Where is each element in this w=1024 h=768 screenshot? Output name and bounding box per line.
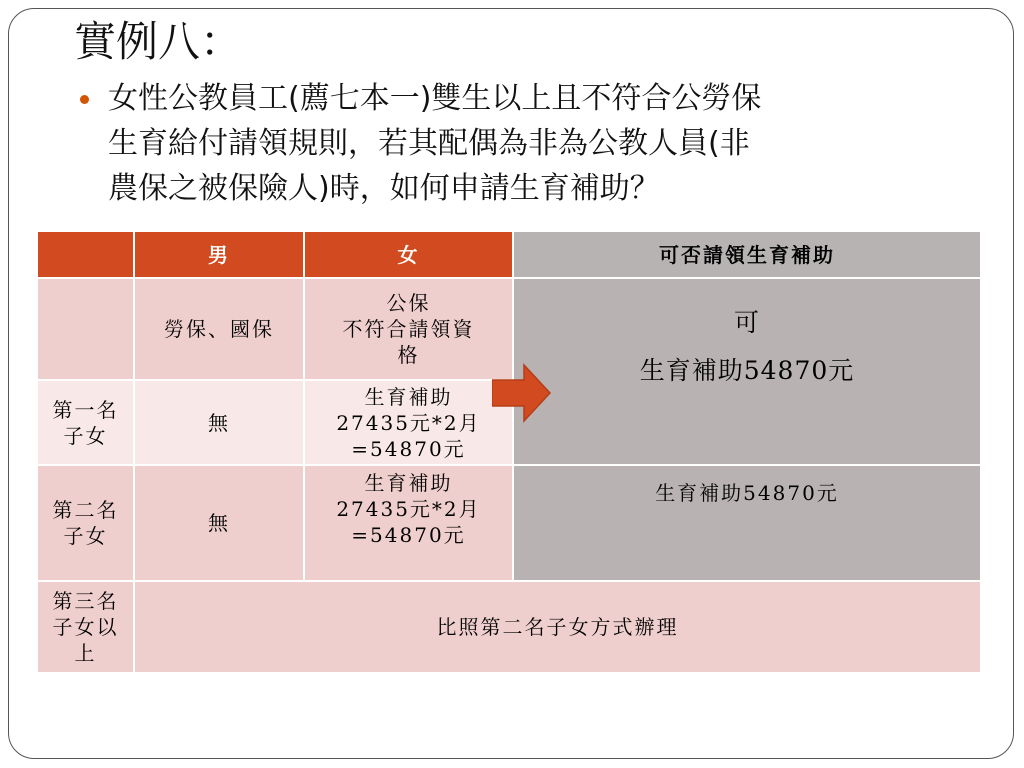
female-first-cell <box>304 380 513 465</box>
header-female-cell: 女 <box>304 231 513 278</box>
bullet-line: 女性公教員工(薦七本一)雙生以上且不符合公勞保 <box>108 81 762 116</box>
cell-line: 子女 <box>63 524 108 548</box>
cell-line: 生育補助 <box>364 384 453 409</box>
cell-line: 第三名 <box>52 589 119 613</box>
cell-line: 27435元*2月 <box>336 497 481 521</box>
cell-line: 生育補助 <box>364 471 453 495</box>
header-blank-cell <box>37 231 134 278</box>
result-yes-text: 可 <box>733 307 760 337</box>
table-row-third-child <box>37 581 981 673</box>
bullet-line: 農保之被保險人)時，如何申請生育補助？ <box>108 171 660 206</box>
bullet-text <box>108 76 928 211</box>
cell-line: 上 <box>74 641 97 665</box>
row-label-cell <box>37 380 134 465</box>
bullet-dot-icon <box>80 95 89 104</box>
row-label-cell <box>37 278 134 380</box>
benefit-table <box>36 230 982 674</box>
slide-title: 實例八： <box>74 17 243 66</box>
male-second-cell: 無 <box>134 465 304 581</box>
bullet-line: 生育給付請領規則，若其配偶為非為公教人員(非 <box>108 126 750 161</box>
third-child-merged-cell: 比照第二名子女方式辦理 <box>134 581 981 673</box>
female-insurance-cell <box>304 278 513 380</box>
male-first-cell: 無 <box>134 380 304 465</box>
result-second-cell: 生育補助54870元 <box>513 465 981 581</box>
right-arrow-icon <box>492 363 552 423</box>
cell-line: 第二名 <box>52 498 119 522</box>
female-second-cell <box>304 465 513 581</box>
cell-line: 公保 <box>386 291 431 315</box>
row-label-cell <box>37 581 134 673</box>
cell-line: =54870元 <box>351 523 466 547</box>
row-label-cell <box>37 465 134 581</box>
cell-line: 子女以 <box>52 615 119 639</box>
header-eligibility-cell: 可否請領生育補助 <box>513 231 981 278</box>
table-row-second-child <box>37 465 981 581</box>
cell-line: 格 <box>397 343 420 367</box>
cell-line: =54870元 <box>351 436 466 461</box>
result-merged-cell <box>513 278 981 465</box>
cell-line: 子女 <box>63 423 108 448</box>
cell-line: 27435元*2月 <box>336 410 481 435</box>
table-header-row <box>37 231 981 278</box>
male-insurance-cell: 勞保、國保 <box>134 278 304 380</box>
header-male-cell: 男 <box>134 231 304 278</box>
result-amount-text: 生育補助54870元 <box>639 355 855 385</box>
cell-line: 第一名 <box>52 397 119 422</box>
cell-line: 不符合請領資 <box>342 317 475 341</box>
